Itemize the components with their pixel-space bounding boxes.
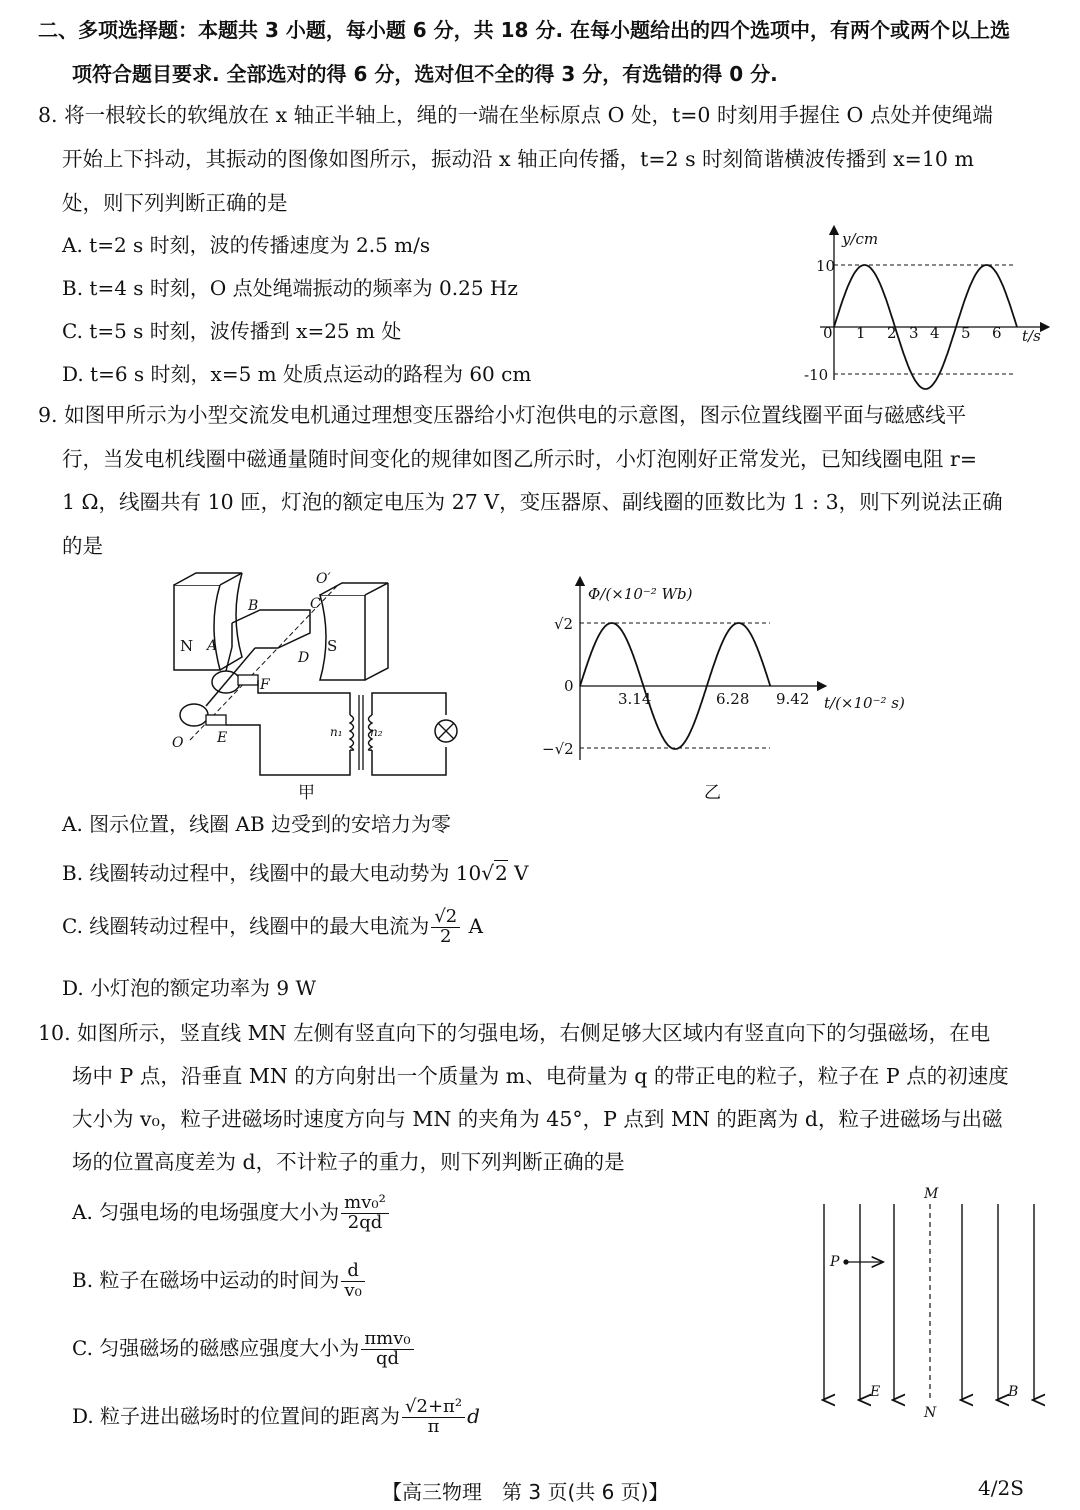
q10-option-b[interactable]: B. 粒子在磁场中运动的时间为 $\frac{d}{\text{v₀}}$	[72, 1262, 367, 1301]
q8-ytick-neg10: -10	[804, 366, 829, 384]
label-b-field: B	[1008, 1384, 1019, 1400]
primary-coil	[350, 715, 354, 750]
q10-field-figure	[810, 1182, 1050, 1427]
q10-option-a[interactable]: A. 匀强电场的电场强度大小为 $\frac{\text{mv₀²}}{2qd}$	[72, 1194, 391, 1233]
q8-option-a[interactable]: A. t=2 s 时刻，波的传播速度为 2.5 m/s	[62, 233, 431, 257]
q8-xtick-2: 2	[887, 324, 897, 342]
q9-option-b[interactable]: B. 线圈转动过程中，线圈中的最大电动势为 10√2 V	[62, 861, 529, 885]
q8-xtick-6: 6	[992, 324, 1002, 342]
label-d: D	[298, 650, 310, 666]
q8-option-d[interactable]: D. t=6 s 时刻，x=5 m 处质点运动的路程为 60 cm	[62, 362, 532, 386]
label-n-point: N	[924, 1405, 937, 1421]
q8-ylabel: y/cm	[842, 230, 879, 248]
label-e-field: E	[870, 1384, 881, 1400]
q9-stem-line1: 9. 如图甲所示为小型交流发电机通过理想变压器给小灯泡供电的示意图，图示位置线圈平面与磁感线平	[38, 403, 967, 427]
label-s: S	[327, 637, 338, 655]
magnet-n	[174, 585, 220, 670]
q8-xtick-0: 0	[823, 324, 833, 342]
q9-stem-line2: 行，当发电机线圈中磁通量随时间变化的规律如图乙所示时，小灯泡刚好正常发光，已知线圈电阻 r=	[62, 447, 977, 471]
q8-option-c[interactable]: C. t=5 s 时刻，波传播到 x=25 m 处	[62, 319, 402, 343]
label-o-prime: O′	[316, 571, 331, 587]
caption-jia: 甲	[298, 783, 315, 803]
slip-ring-e	[180, 704, 208, 726]
q9-flux-graph	[530, 575, 910, 765]
q9-stem-line4: 的是	[62, 534, 103, 558]
q9-option-a[interactable]: A. 图示位置，线圈 AB 边受到的安培力为零	[62, 812, 452, 836]
q9-xtick-942: 9.42	[776, 690, 810, 708]
page-code: 4/2S	[978, 1476, 1024, 1500]
q10-stem-line1: 10. 如图所示，竖直线 MN 左侧有竖直向下的匀强电场，右侧足够大区域内有竖直向下的匀强磁场，在电	[38, 1021, 991, 1045]
q9-xtick-628: 6.28	[716, 690, 750, 708]
q8-xtick-4: 4	[930, 324, 940, 342]
q9-xtick-314: 3.14	[618, 690, 652, 708]
coil	[232, 610, 310, 648]
q10-option-c[interactable]: C. 匀强磁场的磁感应强度大小为 $\frac{\text{πmv₀}}{qd}$	[72, 1330, 416, 1369]
q9-ylabel: Φ/(×10⁻² Wb)	[588, 585, 693, 603]
label-b: B	[248, 598, 259, 614]
label-o: O	[172, 735, 184, 751]
label-e: E	[217, 730, 228, 746]
q8-xtick-5: 5	[961, 324, 971, 342]
q8-xtick-3: 3	[909, 324, 919, 342]
label-m: M	[924, 1186, 939, 1202]
q8-stem-line2: 开始上下抖动，其振动的图像如图所示，振动沿 x 轴正向传播，t=2 s 时刻简谐横波传播到 x=10 m	[62, 147, 974, 171]
q9-generator-figure	[160, 565, 480, 805]
q10-stem-line2: 场中 P 点，沿垂直 MN 的方向射出一个质量为 m、电荷量为 q 的带正电的粒子，粒子在 P 点的初速度	[72, 1064, 1009, 1088]
q8-option-b[interactable]: B. t=4 s 时刻，O 点处绳端振动的频率为 0.25 Hz	[62, 276, 518, 300]
page-footer: 【高三物理 第 3 页(共 6 页)】	[382, 1480, 669, 1504]
q10-stem-line3: 大小为 v₀，粒子进磁场时速度方向与 MN 的夹角为 45°，P 点到 MN 的距离为 d，粒子进磁场与出磁	[72, 1107, 1003, 1131]
label-n1: n₁	[330, 725, 343, 739]
q10-stem-line4: 场的位置高度差为 d，不计粒子的重力，则下列判断正确的是	[72, 1150, 625, 1174]
caption-yi: 乙	[704, 783, 721, 803]
q9-ytick-root2: √2	[554, 615, 574, 633]
q8-stem-line3: 处，则下列判断正确的是	[62, 191, 288, 215]
q8-stem-line1: 8. 将一根较长的软绳放在 x 轴正半轴上，绳的一端在坐标原点 O 处，t=0 时刻用手握住 O 点处并使绳端	[38, 103, 993, 127]
section-header-line2: 项符合题目要求. 全部选对的得 6 分，选对但不全的得 3 分，有选错的得 0 分.	[72, 62, 778, 86]
label-c: C	[310, 596, 321, 612]
q10-option-d[interactable]: D. 粒子进出磁场时的位置间的距离为 $\frac{\text{√2+π²}}{\pi}$ d	[72, 1396, 480, 1437]
q9-ytick-neg-root2: −√2	[542, 740, 574, 758]
label-n: N	[180, 637, 194, 655]
q9-option-c[interactable]: C. 线圈转动过程中，线圈中的最大电流为 $\frac{√2}{2}$ A	[62, 906, 484, 947]
q9-option-d[interactable]: D. 小灯泡的额定功率为 9 W	[62, 976, 317, 1000]
q8-ytick-10: 10	[816, 257, 836, 275]
q9-ytick-0: 0	[564, 677, 574, 695]
q9-stem-line3: 1 Ω，线圈共有 10 匝，灯泡的额定电压为 27 V，变压器原、副线圈的匝数比为 1 : 3，则下列说法正确	[62, 490, 1003, 514]
label-f: F	[260, 677, 270, 693]
label-a: A	[207, 638, 218, 654]
label-n2: n₂	[370, 725, 383, 739]
q8-xtick-1: 1	[856, 324, 866, 342]
q8-vibration-graph	[790, 222, 1050, 392]
section-header-line1: 二、多项选择题：本题共 3 小题，每小题 6 分，共 18 分. 在每小题给出的四个选项中，有两个或两个以上选	[38, 18, 1011, 42]
label-p: P	[830, 1254, 840, 1270]
q9-xlabel: t/(×10⁻² s)	[824, 694, 905, 712]
q8-xlabel: t/s	[1022, 327, 1041, 345]
